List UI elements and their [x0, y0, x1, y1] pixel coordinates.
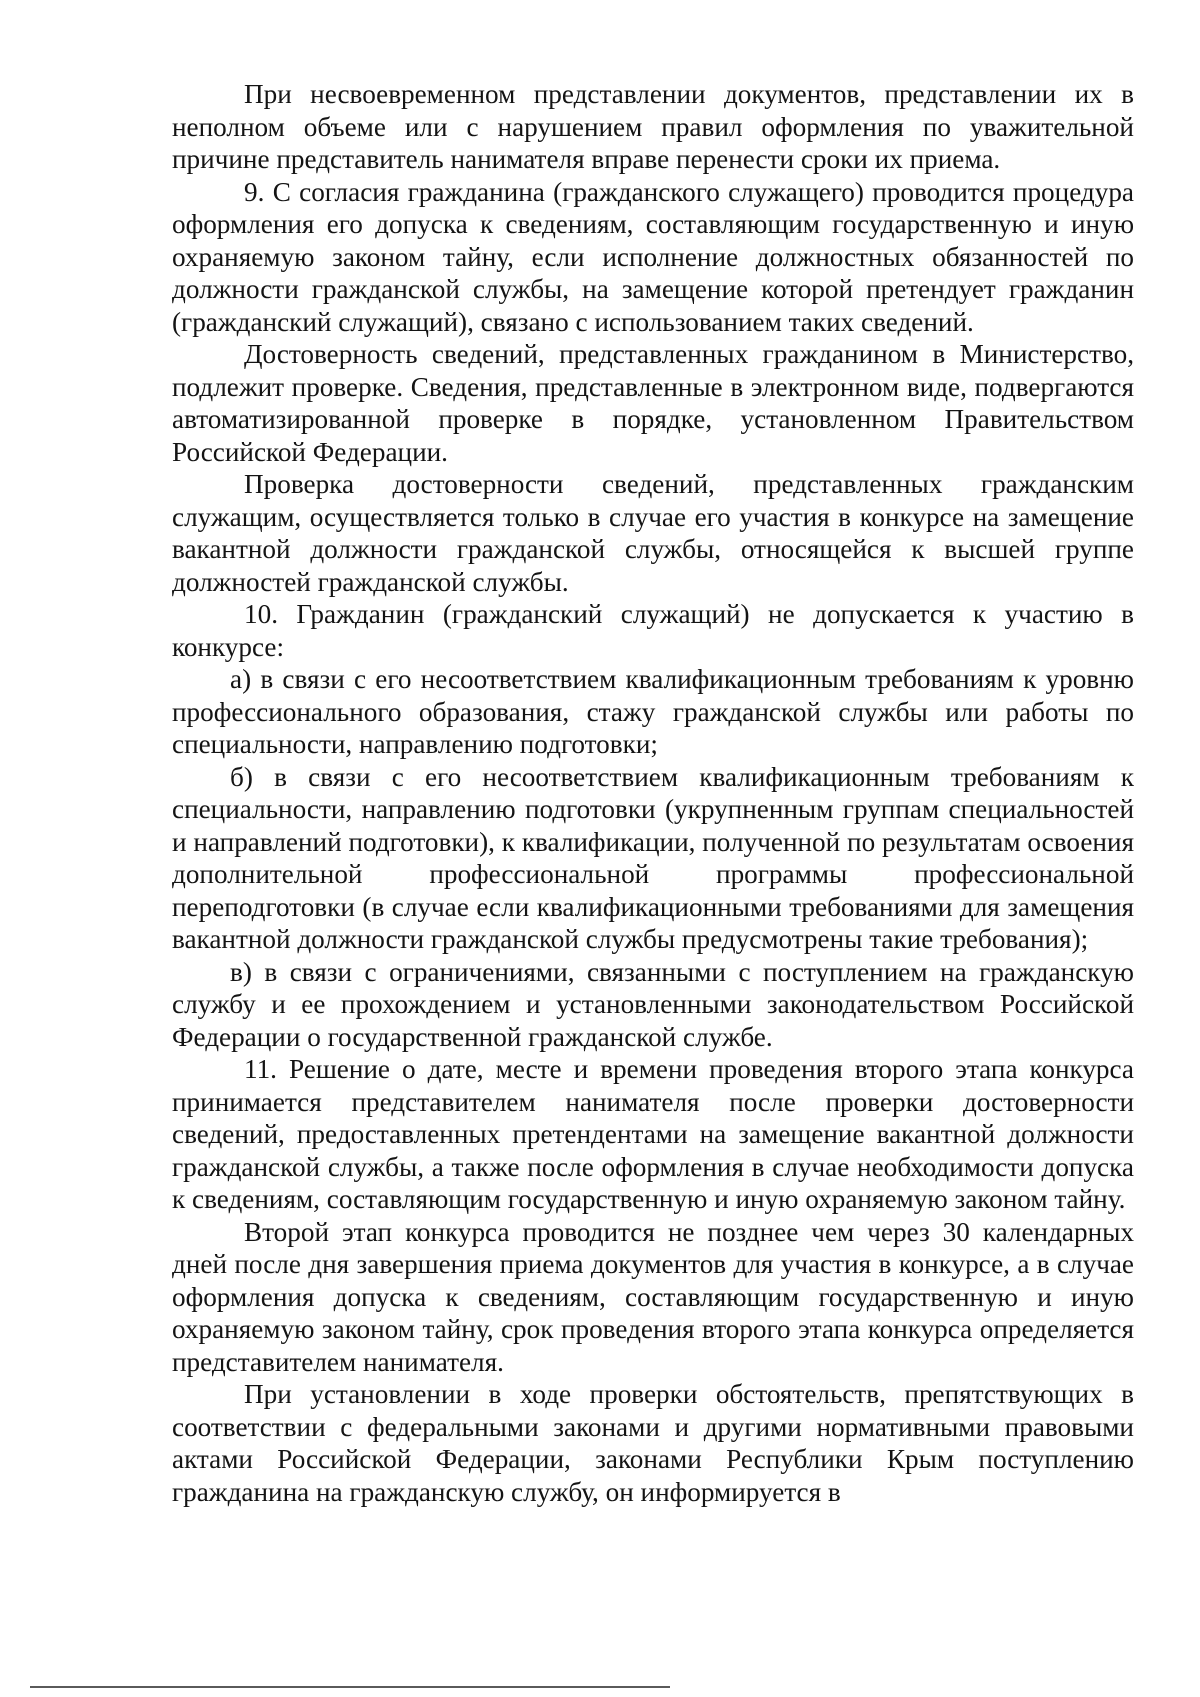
- paragraph-late-submission: При несвоевременном представлении документов, представлении их в неполном объеме или с нарушением правил оформления по уважительной причине представитель нанимателя вправе перенести сроки их приема.: [172, 79, 1134, 174]
- bottom-divider-line: [30, 1686, 670, 1688]
- paragraph-item-11: 11. Решение о дате, месте и времени проведения второго этапа конкурса принимается представителем нанимателя после проверки достоверности сведений, предоставленных претендентами на замещение вакантной должности гражданской службы, а также после оформления в случае необходимости допуска к сведениям, составляющим государственную и иную охраняемую законом тайну.: [172, 1054, 1134, 1214]
- paragraph-item-10: 10. Гражданин (гражданский служащий) не допускается к участию в конкурсе:: [172, 599, 1134, 662]
- subparagraph-b: б) в связи с его несоответствием квалификационным требованиям к специальности, направлению подготовки (укрупненным группам специальностей и направлений подготовки), к квалификации, полученной по результатам освоения дополнительной профессиональной программы профессиональной переподготовки (в случае если квалификационными требованиями для замещения вакантной должности гражданской службы предусмотрены такие требования);: [172, 761, 1134, 954]
- paragraph-item-9: 9. С согласия гражданина (гражданского служащего) проводится процедура оформления его допуска к сведениям, составляющим государственную и иную охраняемую законом тайну, если исполнение должностных обязанностей по должности гражданской службы, на замещение которой претендует гражданин (гражданский служащий), связано с использованием таких сведений.: [172, 176, 1134, 337]
- subparagraph-v: в) в связи с ограничениями, связанными с поступлением на гражданскую службу и ее прохождением и установленными законодательством Российской Федерации о государственной гражданской службе.: [172, 956, 1134, 1052]
- subparagraph-a: а) в связи с его несоответствием квалификационным требованиям к уровню профессионального образования, стажу гражданской службы или работы по специальности, направлению подготовки;: [172, 664, 1134, 759]
- paragraph-servant-verification: Проверка достоверности сведений, представленных гражданским служащим, осуществляется только в случае его участия в конкурсе на замещение вакантной должности гражданской службы, относящейся к высшей группе должностей гражданской службы.: [172, 469, 1134, 597]
- document-body: [172, 78, 1134, 1508]
- paragraph-second-stage: Второй этап конкурса проводится не позднее чем через 30 календарных дней после дня завершения приема документов для участия в конкурсе, а в случае оформления допуска к сведениям, составляющим государственную и иную охраняемую законом тайну, срок проведения второго этапа конкурса определяется представителем нанимателя.: [172, 1216, 1134, 1377]
- paragraph-circumstances: При установлении в ходе проверки обстоятельств, препятствующих в соответствии с федеральными законами и другими нормативными правовыми актами Российской Федерации, законами Республики Крым поступлению гражданина на гражданскую службу, он информируется в: [172, 1379, 1134, 1507]
- paragraph-citizen-verification: Достоверность сведений, представленных гражданином в Министерство, подлежит проверке. Сведения, представленные в электронном виде, подвергаются автоматизированной проверке в порядке, установленном Правительством Российской Федерации.: [172, 339, 1134, 467]
